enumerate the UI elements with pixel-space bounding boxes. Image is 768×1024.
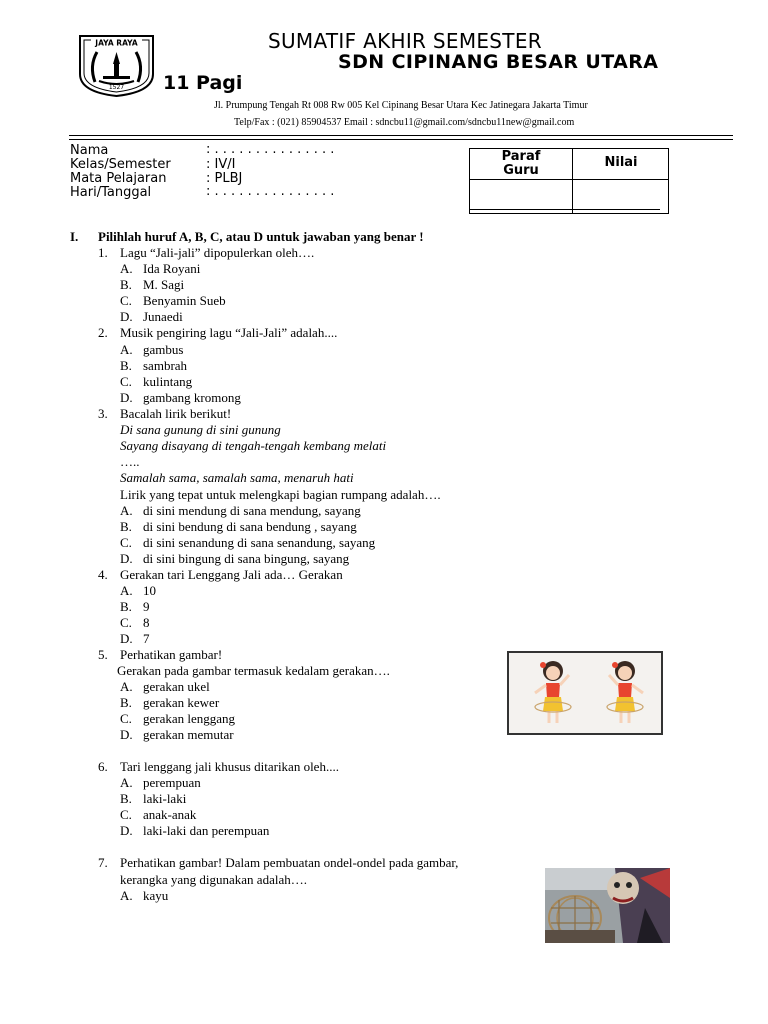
q6-option-c[interactable]: anak-anak bbox=[143, 807, 197, 822]
q2-option-c[interactable]: kulintang bbox=[143, 374, 193, 389]
field-kelas: : IV/I bbox=[206, 157, 236, 172]
q7-option-a-letter[interactable]: A. bbox=[120, 888, 133, 903]
q6-option-b-letter[interactable]: B. bbox=[120, 791, 132, 806]
q2-option-b[interactable]: sambrah bbox=[143, 358, 188, 373]
label-nama: Nama bbox=[70, 143, 109, 158]
school-logo bbox=[77, 34, 156, 98]
q1-option-c[interactable]: Benyamin Sueb bbox=[143, 293, 226, 308]
q6-number: 6. bbox=[98, 759, 108, 774]
q3-number: 3. bbox=[98, 406, 108, 421]
q5-option-b[interactable]: gerakan kewer bbox=[143, 695, 220, 710]
q2-option-c-letter[interactable]: C. bbox=[120, 374, 132, 389]
grade-box-row-divider bbox=[470, 179, 668, 180]
q5-number: 5. bbox=[98, 647, 108, 662]
q5-option-a-letter[interactable]: A. bbox=[120, 679, 133, 694]
q1-option-c-letter[interactable]: C. bbox=[120, 293, 132, 308]
q4-number: 4. bbox=[98, 567, 108, 582]
q4-option-a-letter[interactable]: A. bbox=[120, 583, 133, 598]
q1-option-b[interactable]: M. Sagi bbox=[143, 277, 185, 292]
q6-option-d[interactable]: laki-laki dan perempuan bbox=[143, 823, 270, 838]
q7-text: Perhatikan gambar! Dalam pembuatan ondel-ondel pada gambar, bbox=[120, 855, 459, 870]
school-address: Jl. Prumpung Tengah Rt 008 Rw 005 Kel Cipinang Besar Utara Kec Jatinegara Jakarta Timur bbox=[214, 100, 588, 111]
logo-text: JAYA RAYA bbox=[95, 38, 138, 48]
q4-option-c[interactable]: 8 bbox=[143, 615, 150, 630]
q4-option-d-letter[interactable]: D. bbox=[120, 631, 133, 646]
school-suffix: 11 Pagi bbox=[163, 72, 243, 94]
header-rule-bottom bbox=[69, 139, 733, 140]
q6-option-a[interactable]: perempuan bbox=[143, 775, 201, 790]
q3-option-c[interactable]: di sini senandung di sana senandung, sayang bbox=[143, 535, 376, 550]
school-name: SDN CIPINANG BESAR UTARA bbox=[338, 51, 659, 73]
q5-option-d[interactable]: gerakan memutar bbox=[143, 727, 234, 742]
q2-option-a[interactable]: gambus bbox=[143, 342, 184, 357]
document-title: SUMATIF AKHIR SEMESTER bbox=[268, 29, 542, 53]
nilai-header: Nilai bbox=[604, 155, 638, 170]
q5-text: Perhatikan gambar! bbox=[120, 647, 223, 662]
q4-option-d[interactable]: 7 bbox=[143, 631, 150, 646]
q4-option-b[interactable]: 9 bbox=[143, 599, 150, 614]
q3-option-a-letter[interactable]: A. bbox=[120, 503, 133, 518]
q3-option-d[interactable]: di sini bingung di sana bingung, sayang bbox=[143, 551, 350, 566]
q7-number: 7. bbox=[98, 855, 108, 870]
q4-option-b-letter[interactable]: B. bbox=[120, 599, 132, 614]
q7-option-a[interactable]: kayu bbox=[143, 888, 169, 903]
q1-option-a-letter[interactable]: A. bbox=[120, 261, 133, 276]
q6-option-a-letter[interactable]: A. bbox=[120, 775, 133, 790]
q2-option-d[interactable]: gambang kromong bbox=[143, 390, 241, 405]
q5-option-c-letter[interactable]: C. bbox=[120, 711, 132, 726]
logo-year: 1527 bbox=[108, 84, 125, 91]
q2-number: 2. bbox=[98, 325, 108, 340]
school-contact: Telp/Fax : (021) 85904537 Email : sdncbu11@gmail.com/sdncbu11new@gmail.com bbox=[234, 117, 575, 128]
q4-text: Gerakan tari Lenggang Jali ada… Gerakan bbox=[120, 567, 343, 582]
label-mapel: Mata Pelajaran bbox=[70, 171, 167, 186]
q4-option-a[interactable]: 10 bbox=[143, 583, 156, 598]
q6-option-c-letter[interactable]: C. bbox=[120, 807, 132, 822]
q5-option-a[interactable]: gerakan ukel bbox=[143, 679, 210, 694]
q2-option-a-letter[interactable]: A. bbox=[120, 342, 133, 357]
field-mapel: : PLBJ bbox=[206, 171, 243, 186]
q6-text: Tari lenggang jali khusus ditarikan oleh.... bbox=[120, 759, 339, 774]
q1-option-d-letter[interactable]: D. bbox=[120, 309, 133, 324]
grade-box-underline bbox=[469, 209, 660, 210]
q3-option-a[interactable]: di sini mendung di sana mendung, sayang bbox=[143, 503, 361, 518]
q3-option-d-letter[interactable]: D. bbox=[120, 551, 133, 566]
q3-lyric-3: ….. bbox=[120, 454, 140, 469]
q1-option-b-letter[interactable]: B. bbox=[120, 277, 132, 292]
section-instruction: Pilihlah huruf A, B, C, atau D untuk jawaban yang benar ! bbox=[98, 229, 424, 244]
paraf-guru-header bbox=[470, 149, 572, 178]
label-hari: Hari/Tanggal bbox=[70, 185, 152, 200]
q5-question: Gerakan pada gambar termasuk kedalam gerakan…. bbox=[117, 663, 390, 678]
label-kelas: Kelas/Semester bbox=[70, 157, 171, 172]
q2-option-d-letter[interactable]: D. bbox=[120, 390, 133, 405]
section-number: I. bbox=[70, 229, 79, 244]
header-rule-top bbox=[69, 135, 733, 136]
q5-option-b-letter[interactable]: B. bbox=[120, 695, 132, 710]
q3-lyric-1: Di sana gunung di sini gunung bbox=[120, 422, 281, 437]
q5-option-c[interactable]: gerakan lenggang bbox=[143, 711, 236, 726]
q1-number: 1. bbox=[98, 245, 108, 260]
q1-text: Lagu “Jali-jali” dipopulerkan oleh…. bbox=[120, 245, 315, 260]
q7-text-continued: kerangka yang digunakan adalah…. bbox=[120, 872, 307, 887]
q3-text: Bacalah lirik berikut! bbox=[120, 406, 232, 421]
q4-option-c-letter[interactable]: C. bbox=[120, 615, 132, 630]
q1-option-a[interactable]: Ida Royani bbox=[143, 261, 201, 276]
q3-option-c-letter[interactable]: C. bbox=[120, 535, 132, 550]
q2-option-b-letter[interactable]: B. bbox=[120, 358, 132, 373]
guru-label: Guru bbox=[503, 163, 539, 178]
dancing-girls-image bbox=[507, 651, 663, 735]
ondel-ondel-photo bbox=[545, 868, 670, 943]
grade-box bbox=[469, 148, 669, 214]
q1-option-d[interactable]: Junaedi bbox=[143, 309, 183, 324]
q3-option-b-letter[interactable]: B. bbox=[120, 519, 132, 534]
q5-option-d-letter[interactable]: D. bbox=[120, 727, 133, 742]
q3-lyric-2: Sayang disayang di tengah-tengah kembang melati bbox=[120, 438, 387, 453]
q2-text: Musik pengiring lagu “Jali-Jali” adalah.... bbox=[120, 325, 338, 340]
q3-option-b[interactable]: di sini bendung di sana bendung , sayang bbox=[143, 519, 357, 534]
field-hari[interactable]: : . . . . . . . . . . . . . . . bbox=[206, 184, 335, 199]
field-nama[interactable]: : . . . . . . . . . . . . . . . bbox=[206, 142, 335, 157]
q3-lyric-4: Samalah sama, samalah sama, menaruh hati bbox=[120, 470, 354, 485]
q6-option-b[interactable]: laki-laki bbox=[143, 791, 187, 806]
paraf-label: Paraf bbox=[501, 149, 541, 164]
q6-option-d-letter[interactable]: D. bbox=[120, 823, 133, 838]
q3-question: Lirik yang tepat untuk melengkapi bagian rumpang adalah…. bbox=[120, 487, 441, 502]
